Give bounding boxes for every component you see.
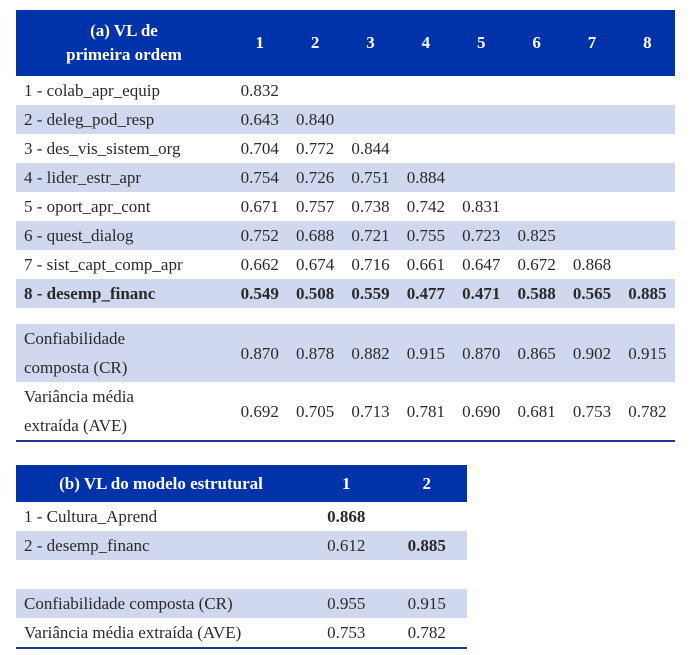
cell-value: 0.726 xyxy=(287,163,342,192)
cell-value: 0.753 xyxy=(564,382,619,441)
cell-value: 0.716 xyxy=(351,254,390,274)
table-b-header xyxy=(16,465,467,502)
cell-value xyxy=(387,502,468,531)
table-row xyxy=(16,279,675,308)
cell-value xyxy=(398,76,453,105)
cell-value xyxy=(564,134,619,163)
table-row xyxy=(16,76,675,105)
row-label: 6 - quest_dialog xyxy=(16,221,232,250)
cell-value: 0.832 xyxy=(240,80,279,100)
cell-value: 0.751 xyxy=(343,163,398,192)
row-label: 4 - lider_estr_apr xyxy=(16,163,232,192)
row-label: 7 - sist_capt_comp_apr xyxy=(24,254,183,274)
table-row xyxy=(16,134,675,163)
cell-value: 0.705 xyxy=(287,382,342,441)
cell-value xyxy=(509,76,564,105)
cell-value: 0.865 xyxy=(509,324,564,382)
cell-value: 0.868 xyxy=(572,254,612,274)
cell-value: 0.647 xyxy=(462,254,501,274)
cell-value xyxy=(620,250,675,279)
col-header: 2 xyxy=(387,465,468,502)
cell-value: 0.752 xyxy=(232,221,287,250)
row-label: 5 - oport_apr_cont xyxy=(24,196,151,216)
ave-row xyxy=(16,382,675,441)
col-header: 7 xyxy=(564,10,619,76)
row-label: 2 - desemp_financ xyxy=(16,531,306,560)
cell-value: 0.681 xyxy=(509,382,564,441)
cr-row xyxy=(16,589,467,618)
table-a-header xyxy=(16,10,675,76)
col-header: 3 xyxy=(343,10,398,76)
spacer-row xyxy=(16,308,675,324)
col-header: 1 xyxy=(306,465,387,502)
cell-value xyxy=(509,134,564,163)
row-label: Confiabilidade composta (CR) xyxy=(16,589,306,618)
cell-value: 0.902 xyxy=(564,324,619,382)
cell-value: 0.755 xyxy=(398,221,453,250)
cell-value: 0.565 xyxy=(564,279,619,308)
cell-value xyxy=(620,134,675,163)
cell-value xyxy=(398,105,453,134)
table-row xyxy=(16,250,675,279)
cell-value: 0.915 xyxy=(398,324,453,382)
cell-value: 0.742 xyxy=(406,196,445,216)
cell-value xyxy=(620,221,675,250)
cell-value xyxy=(564,192,619,221)
cell-value: 0.738 xyxy=(351,196,390,216)
cell-value: 0.754 xyxy=(232,163,287,192)
col-header: 1 xyxy=(232,10,287,76)
cell-value: 0.671 xyxy=(240,196,279,216)
cell-value: 0.955 xyxy=(306,589,387,618)
table-b-structural xyxy=(16,465,467,649)
cell-value xyxy=(564,76,619,105)
cell-value xyxy=(509,192,564,221)
cell-value xyxy=(564,163,619,192)
cr-row xyxy=(16,324,675,382)
cell-value: 0.840 xyxy=(287,105,342,134)
cell-value: 0.915 xyxy=(387,589,468,618)
cell-value xyxy=(564,105,619,134)
cell-value: 0.688 xyxy=(287,221,342,250)
row-label: Variância média extraída (AVE) xyxy=(16,618,306,648)
cell-value: 0.477 xyxy=(398,279,453,308)
cell-value: 0.588 xyxy=(509,279,564,308)
cell-value: 0.559 xyxy=(343,279,398,308)
cell-value xyxy=(454,163,509,192)
cell-value: 0.661 xyxy=(406,254,445,274)
row-label: 1 - colab_apr_equip xyxy=(24,80,160,100)
cell-value: 0.662 xyxy=(240,254,279,274)
row-label: Variância média extraída (AVE) xyxy=(16,382,232,441)
table-a-first-order xyxy=(16,10,675,442)
cell-value: 0.868 xyxy=(327,506,366,526)
table-a-title: (a) VL de primeira ordem xyxy=(16,10,232,76)
cell-value: 0.713 xyxy=(343,382,398,441)
cell-value: 0.870 xyxy=(232,324,287,382)
cell-value xyxy=(620,105,675,134)
cell-value xyxy=(620,192,675,221)
cell-value xyxy=(620,76,675,105)
table-row xyxy=(16,163,675,192)
cell-value: 0.782 xyxy=(387,618,468,648)
col-header: 2 xyxy=(287,10,342,76)
cell-value xyxy=(343,105,398,134)
table-row xyxy=(16,221,675,250)
cell-value xyxy=(454,134,509,163)
cell-value xyxy=(398,134,453,163)
cell-value xyxy=(509,105,564,134)
cell-value: 0.692 xyxy=(232,382,287,441)
cell-value: 0.757 xyxy=(295,196,335,216)
cell-value: 0.878 xyxy=(287,324,342,382)
cell-value: 0.915 xyxy=(620,324,675,382)
row-label: 1 - Cultura_Aprend xyxy=(24,506,158,526)
cell-value xyxy=(454,76,509,105)
cell-value: 0.471 xyxy=(454,279,509,308)
table-row xyxy=(16,531,467,560)
cell-value: 0.753 xyxy=(306,618,387,648)
cell-value: 0.612 xyxy=(306,531,387,560)
col-header: 8 xyxy=(620,10,675,76)
cell-value: 0.643 xyxy=(232,105,287,134)
cell-value: 0.721 xyxy=(343,221,398,250)
cell-value: 0.549 xyxy=(232,279,287,308)
cell-value: 0.704 xyxy=(240,138,279,158)
col-header: 6 xyxy=(509,10,564,76)
col-header: 5 xyxy=(454,10,509,76)
cell-value: 0.885 xyxy=(387,531,468,560)
col-header: 4 xyxy=(398,10,453,76)
row-label: Confiabilidade composta (CR) xyxy=(16,324,232,382)
cell-value: 0.723 xyxy=(454,221,509,250)
cell-value: 0.782 xyxy=(620,382,675,441)
cell-value: 0.825 xyxy=(509,221,564,250)
cell-value xyxy=(509,163,564,192)
table-b-title: (b) VL do modelo estrutural xyxy=(16,465,306,502)
cell-value: 0.781 xyxy=(398,382,453,441)
table-row xyxy=(16,502,467,531)
ave-row xyxy=(16,618,467,648)
table-row xyxy=(16,105,675,134)
cell-value xyxy=(454,105,509,134)
row-label: 2 - deleg_pod_resp xyxy=(16,105,232,134)
cell-value: 0.885 xyxy=(620,279,675,308)
cell-value: 0.831 xyxy=(462,196,501,216)
cell-value: 0.882 xyxy=(343,324,398,382)
cell-value: 0.870 xyxy=(454,324,509,382)
cell-value: 0.508 xyxy=(287,279,342,308)
cell-value: 0.772 xyxy=(295,138,335,158)
table-row xyxy=(16,192,675,221)
cell-value xyxy=(287,76,342,105)
cell-value xyxy=(620,163,675,192)
cell-value xyxy=(564,221,619,250)
row-label: 3 - des_vis_sistem_org xyxy=(24,138,181,158)
spacer-row xyxy=(16,560,467,589)
cell-value: 0.690 xyxy=(454,382,509,441)
cell-value: 0.844 xyxy=(351,138,390,158)
cell-value xyxy=(343,76,398,105)
cell-value: 0.884 xyxy=(398,163,453,192)
cell-value: 0.674 xyxy=(295,254,335,274)
row-label: 8 - desemp_financ xyxy=(16,279,232,308)
cell-value: 0.672 xyxy=(517,254,556,274)
